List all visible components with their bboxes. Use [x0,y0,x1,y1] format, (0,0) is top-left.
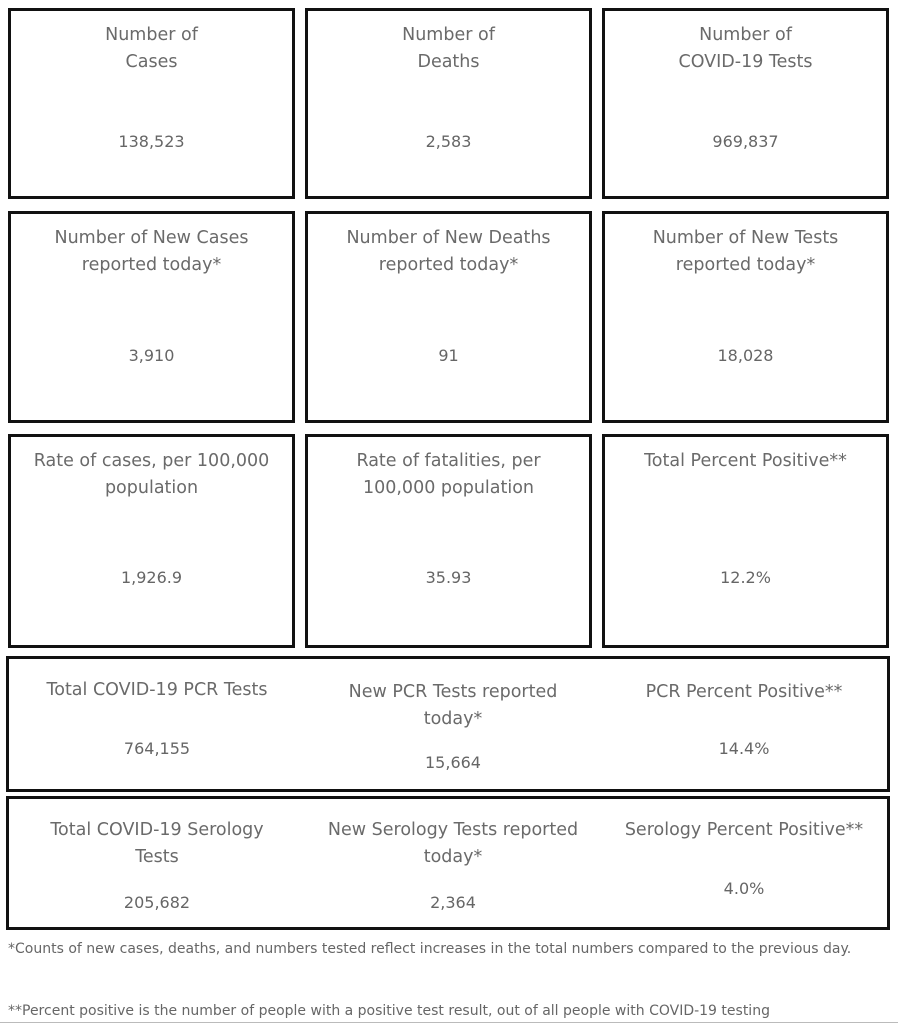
card-title: Number of New Deaths reported today* [346,228,551,275]
card-title: Number of New Cases reported today* [54,228,249,275]
card-title: Number of Deaths [402,25,495,72]
card-value: 969,837 [712,132,779,151]
bottom-divider [0,1022,898,1023]
pcr-panel [6,656,890,792]
card-title: Rate of fatalities, per 100,000 population [356,451,541,498]
card-title: Number of New Tests reported today* [652,228,839,275]
card-number-of-tests [602,8,889,199]
pcr-total-tests-title: Total COVID-19 PCR Tests [46,680,268,700]
pcr-percent-positive [601,659,887,789]
serology-total-tests-title: Total COVID-19 Serology Tests [50,820,264,867]
pcr-percent-positive-title: PCR Percent Positive** [645,682,843,702]
footnote-percent-positive: **Percent positive is the number of people with a positive test result, out of all people with COVID-19 testing [8,1003,770,1019]
pcr-new-tests [305,659,601,789]
card-value: 35.93 [425,568,472,587]
card-value: 2,583 [425,132,472,151]
card-rate-of-cases [8,434,295,648]
card-new-cases-today [8,211,295,423]
pcr-total-tests-value: 764,155 [123,739,191,758]
serology-total-tests-value: 205,682 [123,893,191,912]
serology-new-tests-title: New Serology Tests reported today* [327,820,579,867]
card-value: 91 [438,346,459,365]
card-new-deaths-today [305,211,592,423]
serology-percent-positive-value: 4.0% [723,879,765,898]
serology-new-tests-value: 2,364 [430,893,476,912]
footnote-new-counts: *Counts of new cases, deaths, and numbers tested reflect increases in the total numbers compared to the previous day. [8,941,852,957]
serology-panel [6,796,890,930]
pcr-new-tests-value: 15,664 [425,753,481,772]
card-title: Number of Cases [105,25,198,72]
card-value: 3,910 [128,346,175,365]
card-new-tests-today [602,211,889,423]
card-value: 12.2% [720,568,771,587]
pcr-new-tests-title: New PCR Tests reported today* [348,682,558,729]
serology-percent-positive-title: Serology Percent Positive** [624,820,864,840]
card-value: 138,523 [118,132,185,151]
card-title: Number of COVID-19 Tests [678,25,813,72]
serology-percent-positive [601,799,887,927]
card-number-of-deaths [305,8,592,199]
card-title: Rate of cases, per 100,000 population [33,451,270,498]
card-rate-of-fatalities [305,434,592,648]
pcr-percent-positive-value: 14.4% [718,739,770,758]
card-value: 18,028 [717,346,774,365]
card-value: 1,926.9 [120,568,183,587]
serology-new-tests [305,799,601,927]
card-total-percent-positive [602,434,889,648]
pcr-total-tests [9,659,305,789]
card-number-of-cases [8,8,295,199]
card-title: Total Percent Positive** [644,451,847,471]
serology-total-tests [9,799,305,927]
